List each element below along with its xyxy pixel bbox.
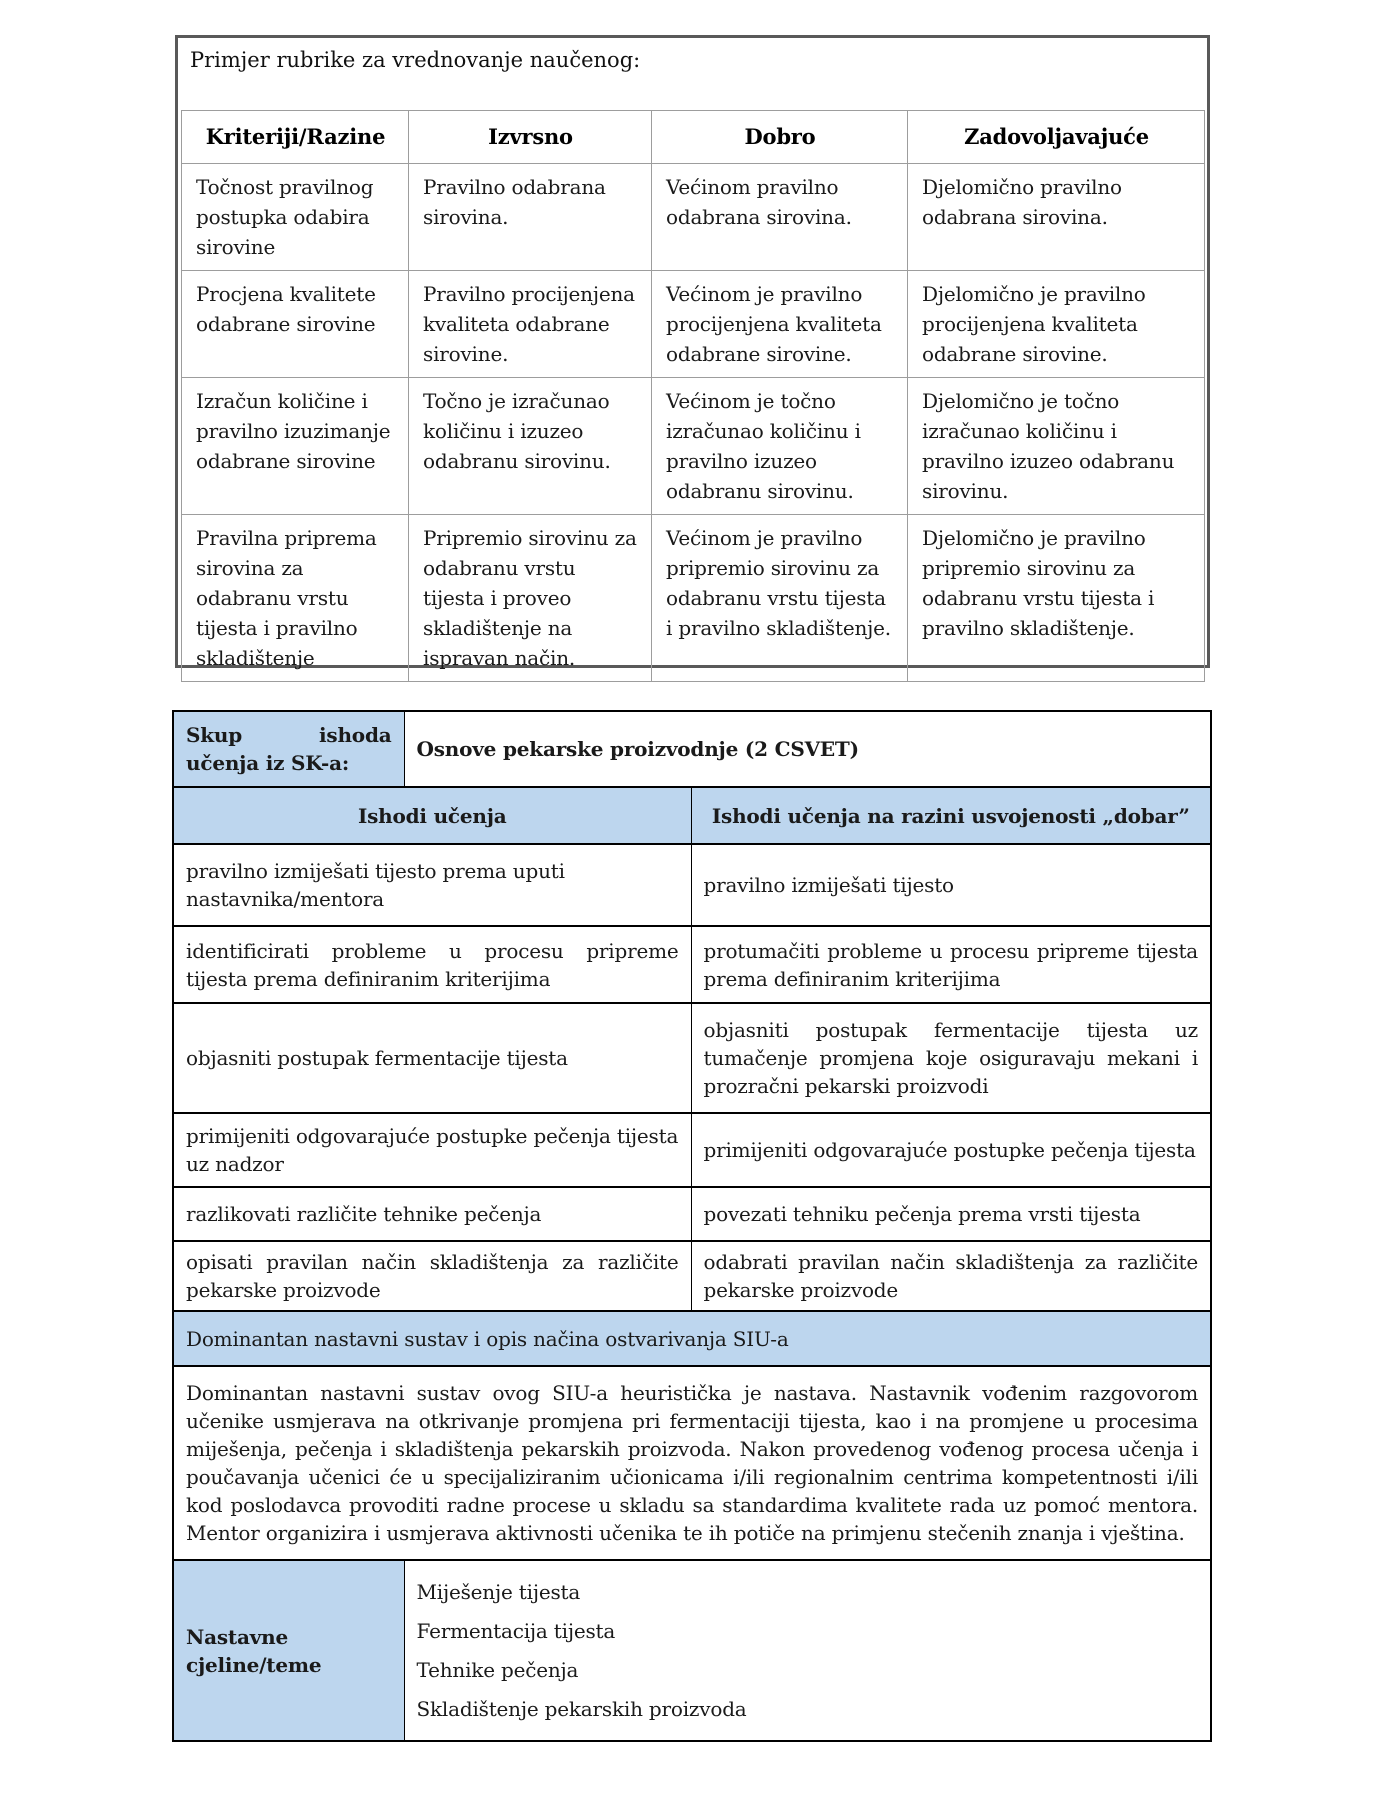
siu-set-label: Skup ishoda učenja iz SK-a: [173,711,404,787]
outcome-cell: razlikovati različite tehnike pečenja [173,1187,691,1241]
rubric-table-container [175,35,1210,668]
siu-description: Dominantan nastavni sustav ovog SIU-a heuristička je nastava. Nastavnik vođenim razgovorom učenike usmjerava na otkrivanje promjena pri fermentaciji tijesta, kao i na promjene u procesima miješenja, pečenja i skladištenja pekarskih proizvoda. Nakon provedenog vođenog procesa učenja i poučavanja učenici će u specijaliziranim učionicama i/ili regionalnim centrima kompetentnosti i/ili kod poslodavca provoditi radne procese u skladu sa standardima kvalitete rada uz pomoć mentora. Mentor organizira i usmjerava aktivnosti učenika te ih potiče na primjenu stečenih znanja i vještina. [173,1366,1211,1560]
outcome-dobar-cell: povezati tehniku pečenja prema vrsti tijesta [691,1187,1211,1241]
criteria-cell: Procjena kvalitete odabrane sirovine [182,271,409,378]
table-row [173,1241,1211,1311]
outcome-dobar-cell: objasniti postupak fermentacije tijesta uz tumačenje promjena koje osiguravaju mekani i prozračni pekarski proizvodi [691,1003,1211,1113]
table-row [182,378,1205,515]
criteria-cell: Izračun količine i pravilno izuzimanje odabrane sirovine [182,378,409,515]
outcome-cell: pravilno izmiješati tijesto prema uputi nastavnika/mentora [173,844,691,926]
rubric-header-row [182,111,1205,164]
criteria-cell: Točnost pravilnog postupka odabira sirovine [182,164,409,271]
izvrsno-cell: Pravilno procijenjena kvaliteta odabrane sirovine. [409,271,652,378]
criteria-cell: Pravilna priprema sirovina za odabranu vrstu tijesta i pravilno skladištenje [182,515,409,682]
siu-topics-row [173,1560,1211,1741]
siu-set-value: Osnove pekarske proizvodnje (2 CSVET) [404,711,1211,787]
outcome-cell: opisati pravilan način skladištenja za različite pekarske proizvode [173,1241,691,1311]
dobro-cell: Većinom je točno izračunao količinu i pravilno izuzeo odabranu sirovinu. [652,378,908,515]
table-row [182,271,1205,378]
outcome-dobar-cell: pravilno izmiješati tijesto [691,844,1211,926]
rubric-header-zadovoljavajuce: Zadovoljavajuće [908,111,1205,164]
siu-description-row [173,1366,1211,1560]
dobro-cell: Većinom pravilno odabrana sirovina. [652,164,908,271]
outcome-cell: identificirati probleme u procesu pripreme tijesta prema definiranim kriterijima [173,926,691,1003]
table-row [173,1113,1211,1187]
outcome-dobar-cell: protumačiti probleme u procesu pripreme tijesta prema definiranim kriterijima [691,926,1211,1003]
outcome-dobar-cell: odabrati pravilan način skladištenja za različite pekarske proizvode [691,1241,1211,1311]
table-row [173,1187,1211,1241]
outcomes-dobar-col-header: Ishodi učenja na razini usvojenosti „dobar” [691,787,1211,844]
siu-topics-cell [404,1560,1211,1741]
siu-section-header-row [173,1311,1211,1366]
siu-header-row [173,787,1211,844]
topic-item: Tehnike pečenja [416,1658,579,1682]
table-row [182,515,1205,682]
rubric-header-izvrsno: Izvrsno [409,111,652,164]
rubric-header-dobro: Dobro [652,111,908,164]
topic-item: Skladištenje pekarskih proizvoda [416,1697,747,1721]
outcome-dobar-cell: primijeniti odgovarajuće postupke pečenja tijesta [691,1113,1211,1187]
rubric-title: Primjer rubrike za vrednovanje naučenog: [190,48,641,72]
izvrsno-cell: Točno je izračunao količinu i izuzeo odabranu sirovinu. [409,378,652,515]
outcome-cell: objasniti postupak fermentacije tijesta [173,1003,691,1113]
siu-set-row [173,711,1211,787]
table-row [182,164,1205,271]
table-row [173,926,1211,1003]
topic-item: Fermentacija tijesta [416,1619,616,1643]
table-row [173,1003,1211,1113]
rubric-header-criteria: Kriteriji/Razine [182,111,409,164]
outcome-cell: primijeniti odgovarajuće postupke pečenja tijesta uz nadzor [173,1113,691,1187]
zadovoljavajuce-cell: Djelomično pravilno odabrana sirovina. [908,164,1205,271]
outcomes-col-header: Ishodi učenja [173,787,691,844]
topic-item: Miješenje tijesta [416,1580,581,1604]
izvrsno-cell: Pravilno odabrana sirovina. [409,164,652,271]
dobro-cell: Većinom je pravilno pripremio sirovinu za odabranu vrstu tijesta i pravilno skladištenje. [652,515,908,682]
izvrsno-cell: Pripremio sirovinu za odabranu vrstu tijesta i proveo skladištenje na ispravan način. [409,515,652,682]
zadovoljavajuce-cell: Djelomično je pravilno procijenjena kvaliteta odabrane sirovine. [908,271,1205,378]
zadovoljavajuce-cell: Djelomično je točno izračunao količinu i pravilno izuzeo odabranu sirovinu. [908,378,1205,515]
siu-table [172,710,1212,1742]
zadovoljavajuce-cell: Djelomično je pravilno pripremio sirovinu za odabranu vrstu tijesta i pravilno skladištenje. [908,515,1205,682]
dobro-cell: Većinom je pravilno procijenjena kvaliteta odabrane sirovine. [652,271,908,378]
siu-section-header: Dominantan nastavni sustav i opis načina ostvarivanja SIU-a [173,1311,1211,1366]
rubric-table [181,110,1205,682]
siu-topics-label: Nastavne cjeline/teme [173,1560,404,1741]
table-row [173,844,1211,926]
